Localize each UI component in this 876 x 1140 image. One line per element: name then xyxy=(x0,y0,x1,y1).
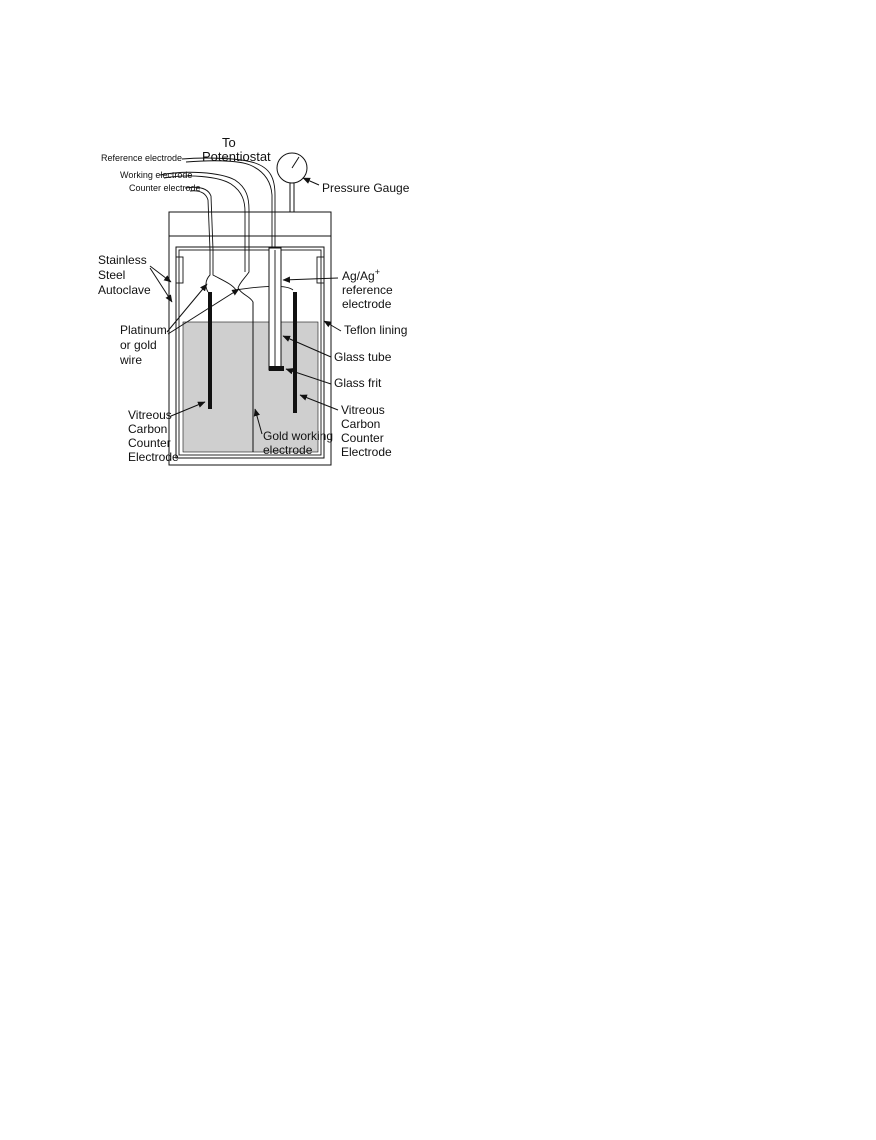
glass-tube-label: Glass tube xyxy=(334,350,392,364)
counter-lead-label: Counter electrode xyxy=(129,183,201,193)
vitreous-carbon-counter-electrode-right xyxy=(293,292,297,413)
vitreous-carbon-right-label: Counter xyxy=(341,431,384,445)
gold-working-electrode-label: Gold working xyxy=(263,429,334,443)
platinum-wire-label: wire xyxy=(120,353,143,367)
vitreous-carbon-right-label: Electrode xyxy=(341,445,392,459)
vitreous-carbon-left-label: Counter xyxy=(128,436,171,450)
vitreous-carbon-right-label: Vitreous xyxy=(341,403,385,417)
stainless-steel-label: Autoclave xyxy=(98,283,151,297)
stainless-steel-label: Stainless xyxy=(98,253,147,267)
pressure-gauge xyxy=(277,153,307,212)
ag-reference-label: Ag/Ag+ xyxy=(342,267,380,283)
pressure-gauge-label: Pressure Gauge xyxy=(322,181,410,195)
gold-working-electrode-label: electrode xyxy=(263,443,313,457)
vitreous-carbon-left-label: Carbon xyxy=(128,422,168,436)
vitreous-carbon-left-label: Vitreous xyxy=(128,408,172,422)
stainless-steel-label: Steel xyxy=(98,268,126,282)
reference-lead-label: Reference electrode xyxy=(101,153,183,163)
glass-tube xyxy=(269,248,281,370)
to-potentiostat-label: Potentiostat xyxy=(202,149,271,164)
to-potentiostat-label: To xyxy=(222,135,236,150)
vitreous-carbon-counter-electrode-left xyxy=(208,292,212,409)
glass-frit xyxy=(269,366,284,371)
teflon-lining-label: Teflon lining xyxy=(344,323,408,337)
vitreous-carbon-left-label: Electrode xyxy=(128,450,179,464)
platinum-wire-label: or gold xyxy=(120,338,157,352)
glass-frit-label: Glass frit xyxy=(334,376,382,390)
working-lead-label: Working electrode xyxy=(120,170,193,180)
ag-reference-label: reference xyxy=(342,283,393,297)
vitreous-carbon-right-label: Carbon xyxy=(341,417,381,431)
ag-reference-label: electrode xyxy=(342,297,392,311)
platinum-wire-label: Platinum xyxy=(120,323,167,337)
